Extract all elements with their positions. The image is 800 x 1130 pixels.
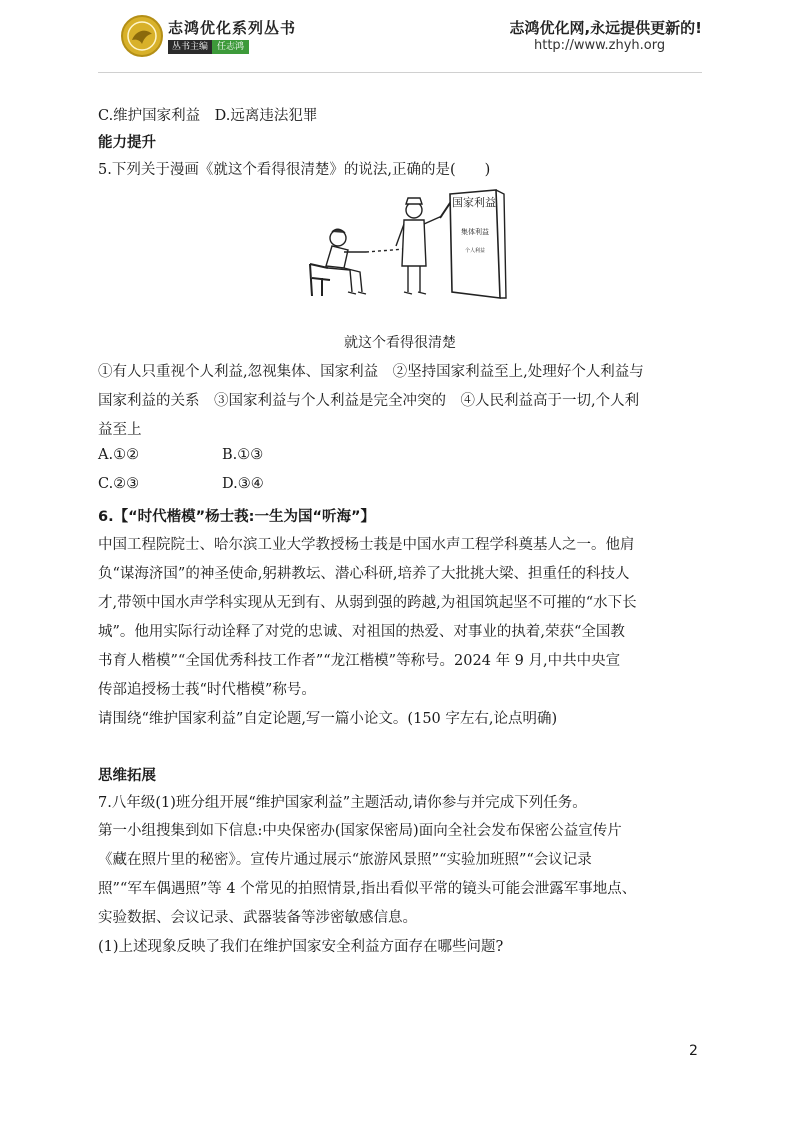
q7-paragraph-line: 第一小组搜集到如下信息:中央保密办(国家保密局)面向全社会发布保密公益宣传片 xyxy=(98,823,622,839)
page-number: 2 xyxy=(689,1043,698,1059)
q4-options-cd: C.维护国家利益 D.远离违法犯罪 xyxy=(98,108,318,124)
q5-statement-line: ①有人只重视个人利益,忽视集体、国家利益 ②坚持国家利益至上,处理好个人利益与 xyxy=(98,364,644,380)
q5-statement-line: 益至上 xyxy=(98,422,142,438)
page-header xyxy=(0,0,800,80)
series-editor-tags xyxy=(168,40,249,54)
cartoon-caption: 就这个看得很清楚 xyxy=(344,335,456,351)
board-small-text: 个人利益 xyxy=(464,248,486,254)
brand-logo xyxy=(120,14,320,60)
q7-paragraph-line: 照”“军车偶遇照”等 4 个常见的拍照情景,指出看似平常的镜头可能会泄露军事地点、 xyxy=(98,881,637,897)
q6-task: 请围绕“维护国家利益”自定论题,写一篇小论文。(150 字左右,论点明确) xyxy=(98,711,558,727)
q6-paragraph-line: 传部追授杨士莪“时代楷模”称号。 xyxy=(98,682,316,698)
q7-paragraph-line: 《藏在照片里的秘密》。宣传片通过展示“旅游风景照”“实验加班照”“会议记录 xyxy=(98,852,592,868)
q7-sub-question-1: (1)上述现象反映了我们在维护国家安全利益方面存在哪些问题? xyxy=(98,939,504,955)
q5-stem-text: 5.下列关于漫画《就这个看得很清楚》的说法,正确的是( ) xyxy=(98,162,491,178)
cartoon-drawing xyxy=(300,188,510,306)
q6-paragraph-line: 才,带领中国水声学科实现从无到有、从弱到强的跨越,为祖国筑起坚不可摧的“水下长 xyxy=(98,595,637,611)
q5-stem xyxy=(98,158,490,179)
cartoon-illustration xyxy=(300,188,510,306)
q5-option-c: C.②③ xyxy=(98,476,140,492)
q5-option-b: B.①③ xyxy=(222,447,264,463)
q7-stem: 7.八年级(1)班分组开展“维护国家利益”主题活动,请你参与并完成下列任务。 xyxy=(98,795,587,811)
q5-statement-line: 国家利益的关系 ③国家利益与个人利益是完全冲突的 ④人民利益高于一切,个人利 xyxy=(98,393,640,409)
q6-paragraph-line: 书育人楷模”“全国优秀科技工作者”“龙江楷模”等称号。2024 年 9 月,中共中央宣 xyxy=(98,653,621,669)
q6-title: 6.【“时代楷模”杨士莪:一生为国“听海”】 xyxy=(98,509,376,525)
q7-paragraph-line: 实验数据、会议记录、武器装备等涉密敏感信息。 xyxy=(98,910,417,926)
q5-option-a: A.①② xyxy=(98,447,140,463)
board-title: 国家利益 xyxy=(452,196,496,209)
brand-title: 志鸿优化系列丛书 xyxy=(168,19,297,37)
q5-option-d: D.③④ xyxy=(222,476,264,492)
q6-paragraph-line: 负“谋海济国”的神圣使命,躬耕教坛、潜心科研,培养了大批挑大梁、担重任的科技人 xyxy=(98,566,630,582)
series-editor-label: 丛书主编 xyxy=(168,40,212,54)
site-url[interactable]: http://www.zhyh.org xyxy=(534,38,666,53)
header-divider xyxy=(98,72,702,73)
board-mid-text: 集体利益 xyxy=(461,228,489,236)
q6-paragraph-line: 中国工程院院士、哈尔滨工业大学教授杨士莪是中国水声工程学科奠基人之一。他肩 xyxy=(98,537,635,553)
q6-paragraph-line: 城”。他用实际行动诠释了对党的忠诚、对祖国的热爱、对事业的执着,荣获“全国教 xyxy=(98,624,625,640)
section-heading-thinking: 思维拓展 xyxy=(98,768,156,784)
site-slogan: 志鸿优化网,永远提供更新的! xyxy=(509,19,702,37)
series-editor-name: 任志鸿 xyxy=(212,40,249,54)
section-heading-ability: 能力提升 xyxy=(98,135,156,151)
brand-emblem-icon xyxy=(120,14,164,58)
